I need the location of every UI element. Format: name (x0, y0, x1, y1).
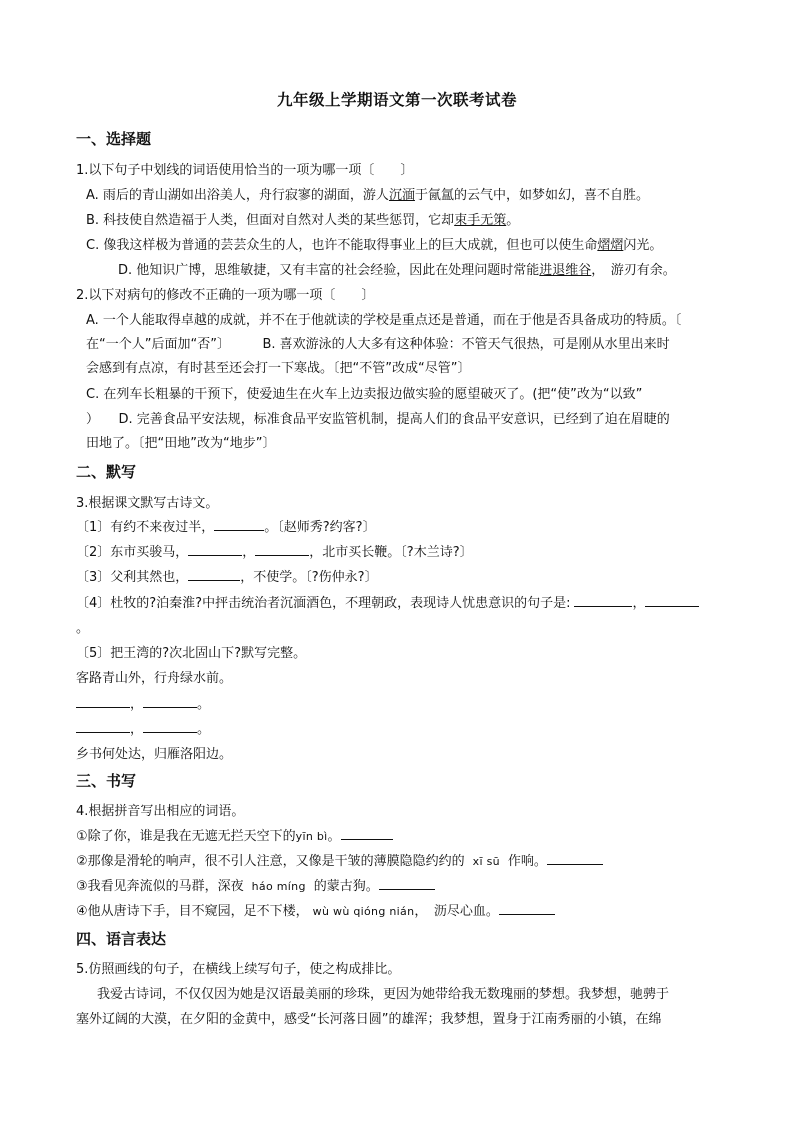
q3-p2-text: 〔2〕东市买骏马， (76, 545, 189, 560)
poem-line-3 (76, 720, 210, 740)
q2-line-5: ） D. 完善食品平安法规，标准食品平安监管机制，提高人们的食品平安意识，已经到了迫在眉睫的 (86, 412, 670, 427)
pinyin: wù wù qióng nián (312, 905, 415, 918)
q4-i3-text: ③我看见奔流似的马群，深夜 (76, 879, 244, 894)
q4-stem: 4.根据拼音写出相应的词语。 (76, 804, 245, 819)
q2-line-6: 田地了。〔把“田地”改为“地步”〕 (86, 436, 276, 451)
q3-part-2 (76, 543, 473, 563)
q1-c-underlined: 熠熠 (597, 238, 624, 253)
poem-line-4: 乡书何处达，归雁洛阳边。 (76, 747, 233, 762)
q2-stem: 2.以下对病句的修改不正确的一项为哪一项〔 〕 (76, 288, 375, 303)
answer-blank[interactable] (547, 852, 603, 865)
answer-blank[interactable] (188, 568, 240, 581)
q5-stem: 5.仿照画线的句子，在横线上续写句子，使之构成排比。 (76, 962, 401, 977)
poem-line-2 (76, 695, 210, 715)
q4-i4-end: ， 沥尽心血。 (414, 904, 499, 919)
q3-part-3 (76, 568, 378, 588)
q3-part-5: 〔5〕把王湾的?次北固山下?默写完整。 (76, 646, 307, 661)
q3-p2-source: ，北市买长鞭。〔?木兰诗?〕 (309, 545, 473, 560)
section-heading-expression: 四、语言表达 (76, 930, 167, 948)
q4-item-3 (76, 877, 435, 897)
q1-option-b (86, 211, 519, 231)
answer-blank[interactable] (574, 594, 632, 607)
q3-stem: 3.根据课文默写古诗文。 (76, 496, 219, 511)
answer-blank[interactable] (143, 720, 197, 733)
q2-line-2: 在“一个人”后面加“否”〕 B. 喜欢游泳的人大多有这种体验：不管天气很热，可是刚从水里出来时 (86, 337, 670, 352)
answer-blank[interactable] (214, 518, 264, 531)
poem-comma: ， (130, 722, 144, 737)
q1-b-text-end: 。 (506, 213, 520, 228)
q3-p2-comma: ， (242, 545, 256, 560)
q4-i2-text: ②那像是滑轮的响声，很不引人注意，又像是干皱的薄膜隐隐约约的 (76, 854, 465, 869)
pinyin: xī sū (472, 855, 500, 868)
q3-p1-source: 。〔赵师秀?约客?〕 (264, 520, 376, 535)
q4-i4-text: ④他从唐诗下手，目不窥园，足不下楼， (76, 904, 309, 919)
q1-option-a (86, 186, 649, 206)
q1-a-text: A. 雨后的青山湖如出浴美人，舟行寂寥的湖面，游人 (86, 188, 389, 203)
section-heading-choice: 一、选择题 (76, 130, 152, 148)
q2-line-1: A. 一个人能取得卓越的成就，并不在于他就读的学校是重点还是普通，而在于他是否具备成功的特质。〔 (86, 313, 682, 328)
q1-d-underlined: 进退维谷 (539, 263, 592, 278)
q1-stem: 1.以下句子中划线的词语使用恰当的一项为哪一项〔 〕 (76, 163, 414, 178)
answer-blank[interactable] (188, 543, 242, 556)
answer-blank[interactable] (341, 827, 393, 840)
poem-period: 。 (197, 722, 211, 737)
section-heading-dictation: 二、默写 (76, 463, 137, 481)
q1-a-text-end: 于氤氲的云气中，如梦如幻，喜不自胜。 (414, 188, 649, 203)
q5-passage-line-1: 我爱古诗词，不仅仅因为她是汉语最美丽的珍珠，更因为她带给我无数瑰丽的梦想。我梦想，驰骋于 (97, 987, 670, 1002)
q4-i1-end: 。 (327, 829, 341, 844)
q3-part-1 (76, 518, 376, 538)
q2-line-3: 会感到有点凉，有时甚至还会打一下寒战。〔把“不管”改成“尽管”〕 (86, 361, 471, 376)
q3-p1-text: 〔1〕有约不来夜过半， (76, 520, 215, 535)
q1-d-text: D. 他知识广博，思维敏捷，又有丰富的社会经验，因此在处理问题时常能 (118, 263, 540, 278)
q4-item-1 (76, 827, 393, 847)
q1-c-text-end: 闪光。 (623, 238, 663, 253)
answer-blank[interactable] (379, 877, 435, 890)
q3-p3-text: 〔3〕父利其然也， (76, 570, 189, 585)
q4-item-2 (76, 852, 603, 872)
answer-blank[interactable] (76, 720, 130, 733)
q1-a-underlined: 沉湎 (388, 188, 415, 203)
q4-i3-end: 的蒙古狗。 (313, 879, 379, 894)
answer-blank[interactable] (76, 695, 130, 708)
answer-blank[interactable] (255, 543, 309, 556)
q3-part-4 (76, 594, 699, 614)
q4-i2-end: 作响。 (507, 854, 547, 869)
q1-option-c (86, 236, 662, 256)
pinyin: yīn bì (295, 830, 328, 843)
q4-item-4 (76, 902, 555, 922)
q5-passage-line-2: 塞外辽阔的大漠，在夕阳的金黄中，感受“长河落日圆”的雄浑；我梦想，置身于江南秀丽的小镇，在绵 (76, 1012, 662, 1027)
answer-blank[interactable] (645, 594, 699, 607)
poem-period: 。 (197, 697, 211, 712)
q1-b-text: B. 科技使自然造福于人类，但面对自然对人类的某些惩罚，它却 (86, 213, 455, 228)
section-heading-writing: 三、书写 (76, 772, 137, 790)
q4-i1-text: ①除了你，谁是我在无遮无拦天空下的 (76, 829, 296, 844)
q1-option-d (118, 261, 676, 281)
q1-d-text-end: ， 游刃有余。 (591, 263, 676, 278)
poem-comma: ， (130, 697, 144, 712)
q2-line-4: C. 在列车长粗暴的干预下，使爱迪生在火车上边卖报边做实验的愿望破灭了。(把“使”改为“以致” (86, 387, 643, 402)
pinyin: háo míng (251, 880, 306, 893)
q3-part-4-end: 。 (76, 621, 90, 636)
poem-line-1: 客路青山外，行舟绿水前。 (76, 671, 233, 686)
q3-p3-source: ，不使学。〔?伤仲永?〕 (240, 570, 378, 585)
q3-p4-comma: ， (632, 596, 646, 611)
answer-blank[interactable] (143, 695, 197, 708)
q1-c-text: C. 像我这样极为普通的芸芸众生的人，也许不能取得事业上的巨大成就，但也可以使生命 (86, 238, 598, 253)
q1-b-underlined: 束手无策 (454, 213, 507, 228)
answer-blank[interactable] (499, 902, 555, 915)
q3-p4-text: 〔4〕杜牧的?泊秦淮?中抨击统治者沉湎酒色，不理朝政，表现诗人忧患意识的句子是: (76, 596, 571, 611)
exam-title: 九年级上学期语文第一次联考试卷 (276, 91, 517, 109)
